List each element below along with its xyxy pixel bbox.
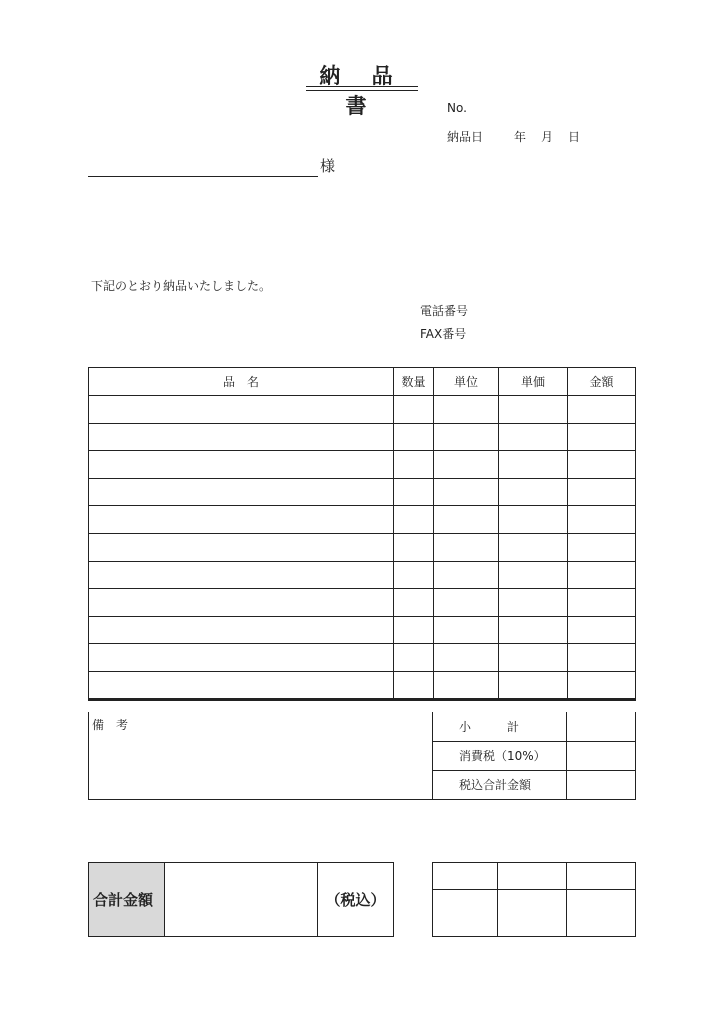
total-with-tax-row xyxy=(433,770,636,799)
table-row xyxy=(89,616,636,644)
stamp-cell[interactable] xyxy=(433,890,498,937)
table-row xyxy=(89,451,636,479)
title-underline xyxy=(306,86,418,87)
amount-cell[interactable] xyxy=(568,423,636,451)
tax-row xyxy=(433,741,636,770)
item-name-cell[interactable] xyxy=(89,506,394,534)
subtotal-row xyxy=(433,712,636,741)
grand-total-value[interactable] xyxy=(165,863,318,937)
unit-cell[interactable] xyxy=(434,396,499,424)
total-with-tax-label: 税込合計金額 xyxy=(433,770,567,799)
quantity-cell[interactable] xyxy=(394,561,434,589)
unit-price-cell[interactable] xyxy=(499,561,568,589)
day-label: 日 xyxy=(568,130,581,144)
recipient-name-line[interactable] xyxy=(88,176,318,177)
unit-cell[interactable] xyxy=(434,533,499,561)
item-name-cell[interactable] xyxy=(89,616,394,644)
unit-price-cell[interactable] xyxy=(499,616,568,644)
item-name-cell[interactable] xyxy=(89,451,394,479)
unit-price-cell[interactable] xyxy=(499,478,568,506)
amount-cell[interactable] xyxy=(568,616,636,644)
remarks-label: 備考 xyxy=(92,718,141,732)
unit-cell[interactable] xyxy=(434,478,499,506)
unit-price-cell[interactable] xyxy=(499,423,568,451)
table-row xyxy=(89,671,636,699)
table-row xyxy=(89,396,636,424)
quantity-cell[interactable] xyxy=(394,506,434,534)
item-name-cell[interactable] xyxy=(89,533,394,561)
quantity-cell[interactable] xyxy=(394,451,434,479)
unit-cell[interactable] xyxy=(434,451,499,479)
unit-cell[interactable] xyxy=(434,644,499,672)
unit-cell[interactable] xyxy=(434,423,499,451)
fax-label: FAX番号 xyxy=(420,327,467,341)
stamp-cell[interactable] xyxy=(498,890,567,937)
unit-price-cell[interactable] xyxy=(499,589,568,617)
document-title: 納 品 書 xyxy=(319,64,405,118)
approval-stamp-table xyxy=(432,862,636,937)
items-table xyxy=(88,367,636,701)
items-header-row xyxy=(89,368,636,396)
unit-price-cell[interactable] xyxy=(499,506,568,534)
quantity-cell[interactable] xyxy=(394,478,434,506)
table-row xyxy=(89,423,636,451)
quantity-cell[interactable] xyxy=(394,644,434,672)
item-name-cell[interactable] xyxy=(89,396,394,424)
item-rows xyxy=(89,396,636,700)
year-label: 年 xyxy=(514,130,527,144)
item-name-cell[interactable] xyxy=(89,671,394,699)
item-name-cell[interactable] xyxy=(89,561,394,589)
totals-table xyxy=(432,712,636,800)
quantity-cell[interactable] xyxy=(394,533,434,561)
phone-label: 電話番号 xyxy=(420,304,469,318)
table-row xyxy=(89,506,636,534)
delivery-date-label: 納品日 xyxy=(447,130,484,144)
table-row xyxy=(89,561,636,589)
unit-cell[interactable] xyxy=(434,506,499,534)
delivery-message: 下記のとおり納品いたしました。 xyxy=(91,279,272,293)
quantity-cell[interactable] xyxy=(394,671,434,699)
amount-cell[interactable] xyxy=(568,589,636,617)
header-quantity: 数量 xyxy=(394,368,434,396)
header-unit-price: 単価 xyxy=(499,368,568,396)
tax-value[interactable] xyxy=(567,741,636,770)
amount-cell[interactable] xyxy=(568,533,636,561)
subtotal-value[interactable] xyxy=(567,712,636,741)
amount-cell[interactable] xyxy=(568,396,636,424)
item-name-cell[interactable] xyxy=(89,478,394,506)
unit-cell[interactable] xyxy=(434,561,499,589)
table-row xyxy=(89,533,636,561)
amount-cell[interactable] xyxy=(568,478,636,506)
unit-cell[interactable] xyxy=(434,671,499,699)
grand-total-table xyxy=(88,862,394,937)
stamp-cell[interactable] xyxy=(567,890,636,937)
recipient-suffix: 様 xyxy=(320,157,336,175)
item-name-cell[interactable] xyxy=(89,423,394,451)
header-item-name: 品 名 xyxy=(89,368,394,396)
total-with-tax-value[interactable] xyxy=(567,770,636,799)
unit-cell[interactable] xyxy=(434,589,499,617)
amount-cell[interactable] xyxy=(568,644,636,672)
stamp-header-cell xyxy=(498,863,567,890)
quantity-cell[interactable] xyxy=(394,396,434,424)
tax-label: 消費税（10%） xyxy=(433,741,567,770)
header-unit: 単位 xyxy=(434,368,499,396)
quantity-cell[interactable] xyxy=(394,589,434,617)
unit-price-cell[interactable] xyxy=(499,671,568,699)
header-amount: 金額 xyxy=(568,368,636,396)
unit-price-cell[interactable] xyxy=(499,644,568,672)
stamp-header-cell xyxy=(567,863,636,890)
document-number-label: No. xyxy=(447,101,467,115)
unit-cell[interactable] xyxy=(434,616,499,644)
table-row xyxy=(89,644,636,672)
month-label: 月 xyxy=(541,130,554,144)
subtotal-label: 小 計 xyxy=(433,712,567,741)
quantity-cell[interactable] xyxy=(394,616,434,644)
amount-cell[interactable] xyxy=(568,671,636,699)
grand-total-label: 合計金額 xyxy=(89,863,165,937)
title-underline-double xyxy=(306,90,418,91)
quantity-cell[interactable] xyxy=(394,423,434,451)
item-name-cell[interactable] xyxy=(89,589,394,617)
unit-price-cell[interactable] xyxy=(499,396,568,424)
unit-price-cell[interactable] xyxy=(499,451,568,479)
grand-total-tax-note: （税込） xyxy=(318,863,394,937)
amount-cell[interactable] xyxy=(568,451,636,479)
item-name-cell[interactable] xyxy=(89,644,394,672)
unit-price-cell[interactable] xyxy=(499,533,568,561)
stamp-header-cell xyxy=(433,863,498,890)
table-row xyxy=(89,589,636,617)
table-row xyxy=(89,478,636,506)
amount-cell[interactable] xyxy=(568,506,636,534)
amount-cell[interactable] xyxy=(568,561,636,589)
